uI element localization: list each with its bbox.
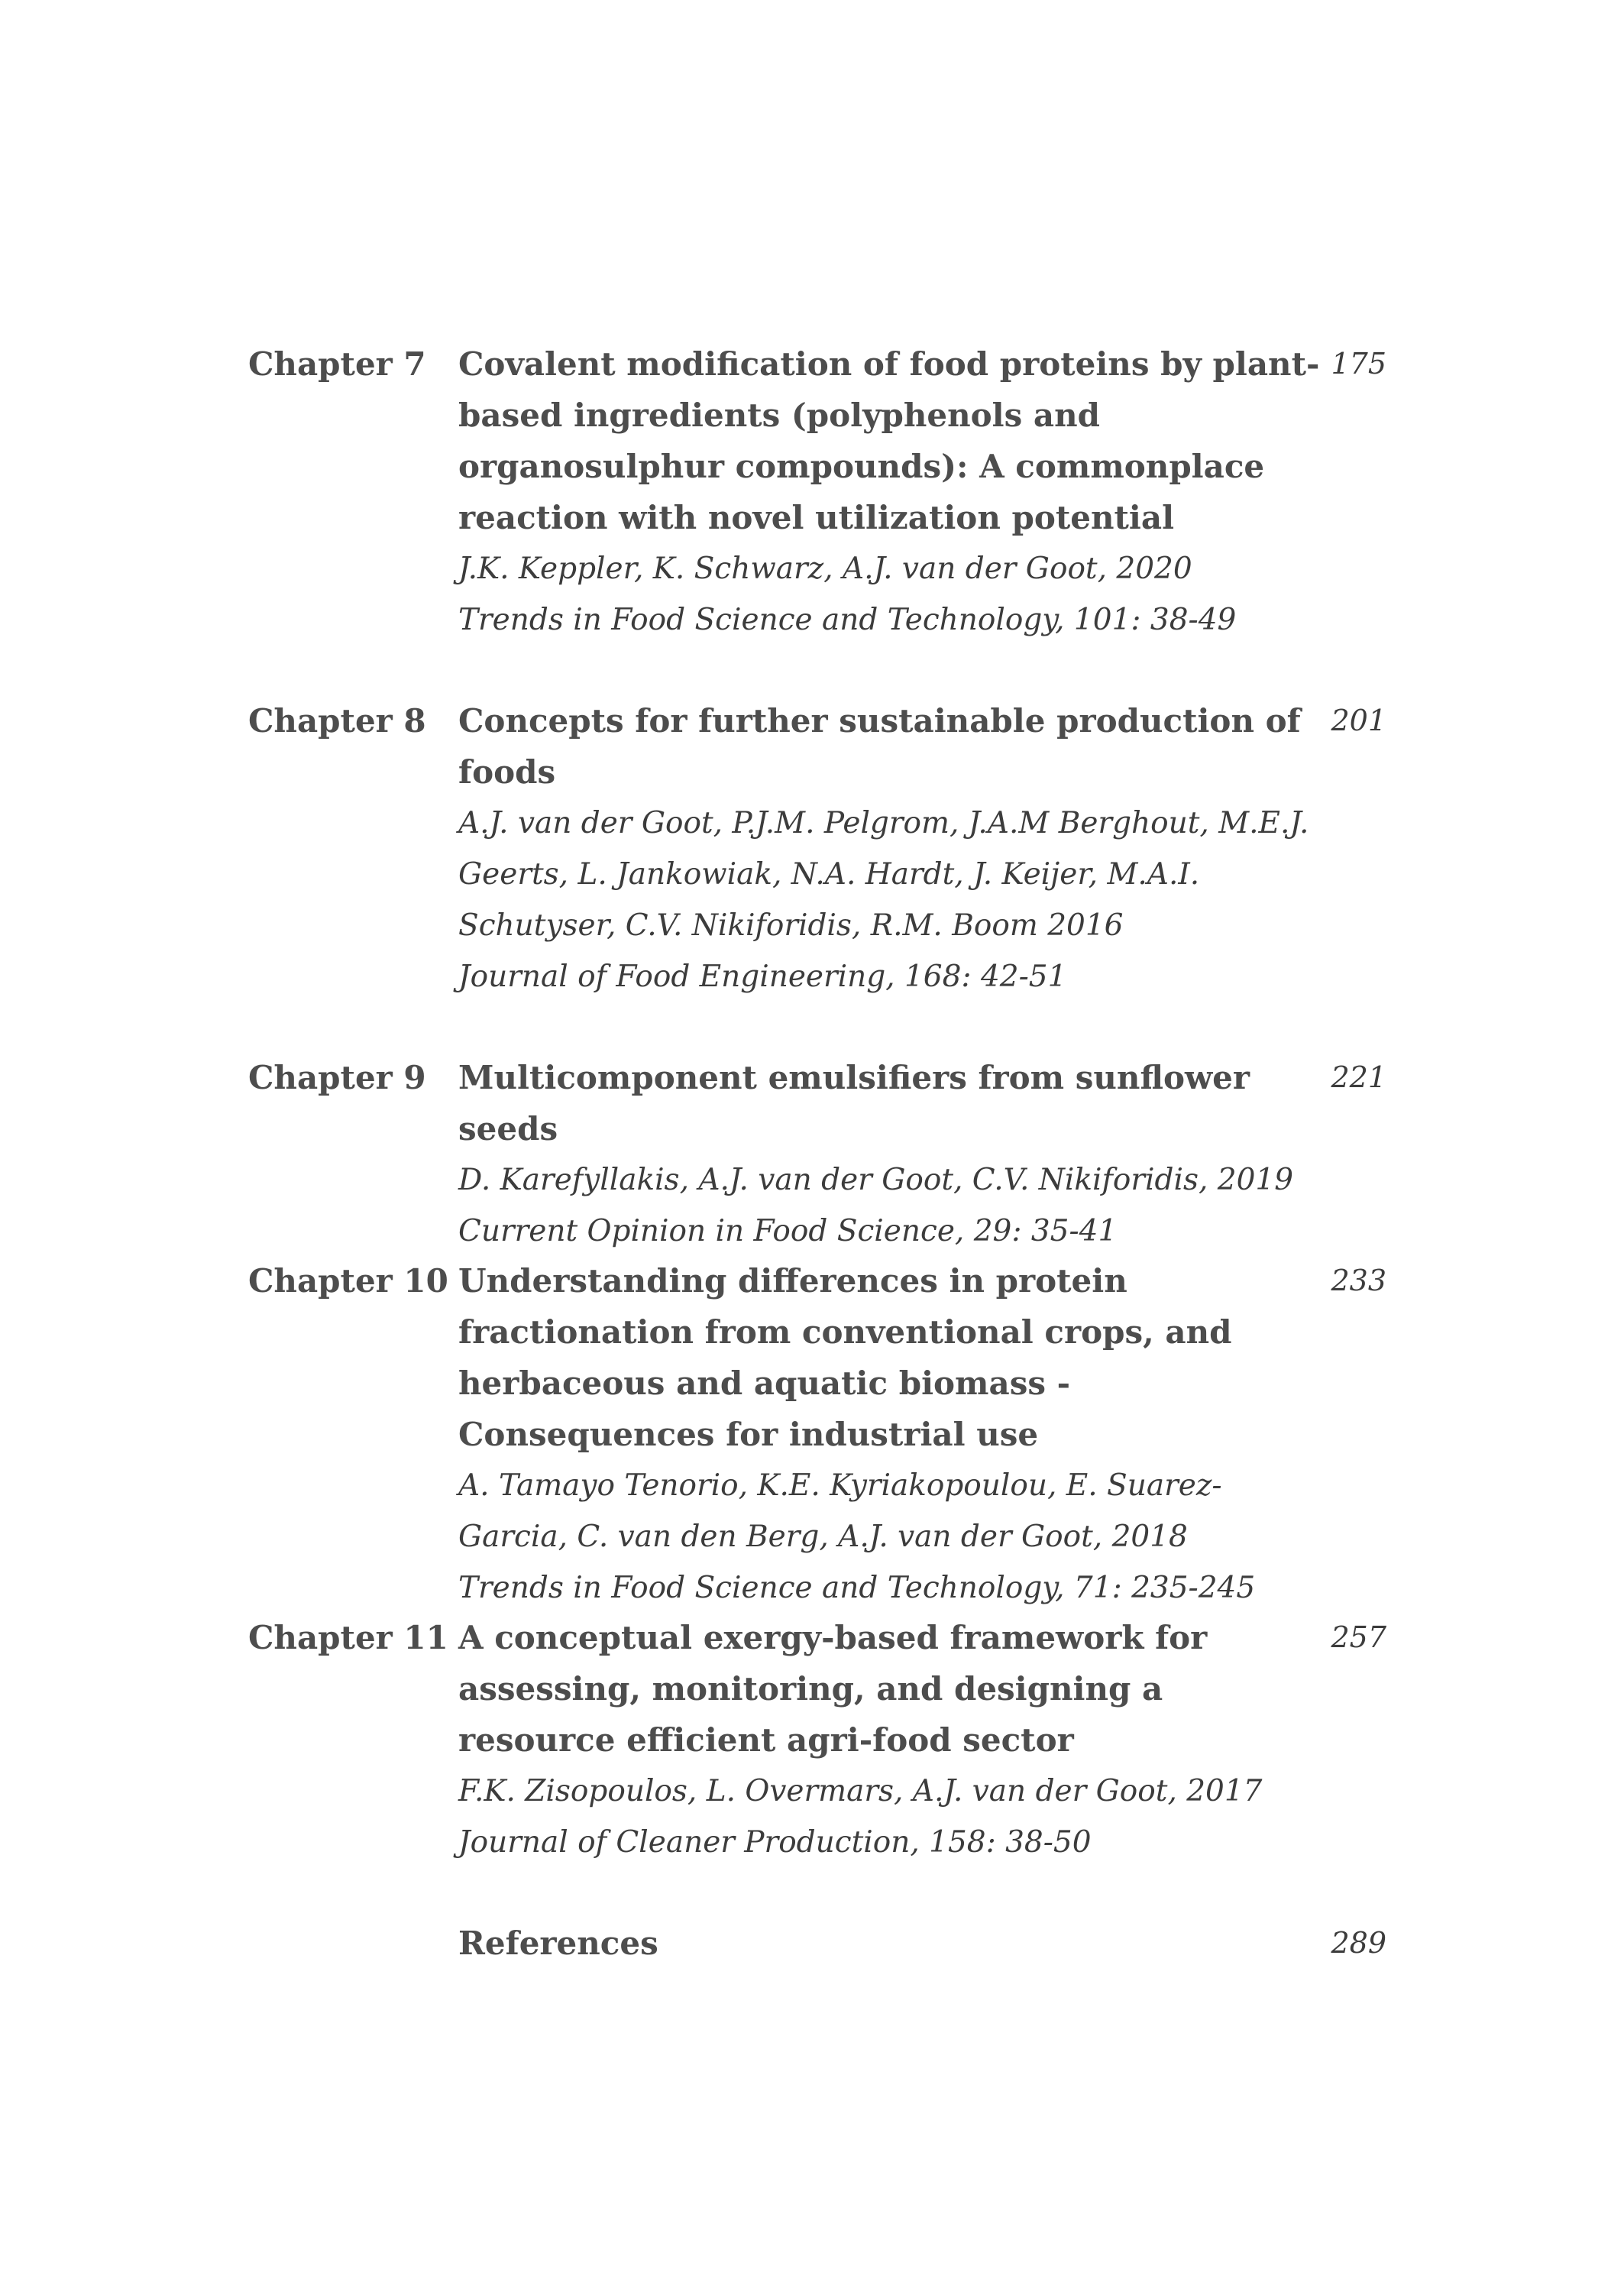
chapter-title[interactable]: Covalent modification of food proteins by plant-based ingredients (polyphenols and organosulphur compounds): A commonplace reaction with novel utilization potential bbox=[458, 345, 1320, 536]
chapter-authors: F.K. Zisopoulos, L. Overmars, A.J. van der Goot, 2017 bbox=[458, 1774, 1263, 1808]
chapter-journal: Journal of Cleaner Production, 158: 38-50 bbox=[458, 1825, 1092, 1860]
entry-body bbox=[458, 1918, 1322, 1969]
chapter-authors: A.J. van der Goot, P.J.M. Pelgrom, J.A.M Berghout, M.E.J. Geerts, L. Jankowiak, N.A. Hardt, J. Keijer, M.A.I. Schutyser, C.V. Nikiforidis, R.M. Boom 2016 bbox=[458, 806, 1309, 943]
chapter-title[interactable]: Concepts for further sustainable production of foods bbox=[458, 702, 1301, 791]
chapter-label: Chapter 11 bbox=[248, 1619, 448, 1656]
entry-body bbox=[458, 1612, 1322, 1868]
chapter-title[interactable]: A conceptual exergy-based framework for assessing, monitoring, and designing a resource efficient agri-food sector bbox=[458, 1619, 1208, 1759]
chapter-label: Chapter 9 bbox=[248, 1059, 426, 1096]
chapter-journal: Journal of Food Engineering, 168: 42-51 bbox=[458, 960, 1067, 994]
page-number[interactable]: 289 bbox=[1331, 1926, 1386, 1960]
page-number[interactable]: 233 bbox=[1331, 1264, 1386, 1297]
chapter-authors: D. Karefyllakis, A.J. van der Goot, C.V. Nikiforidis, 2019 bbox=[458, 1163, 1294, 1197]
entry-body bbox=[458, 1255, 1322, 1614]
chapter-title[interactable]: Understanding differences in protein fractionation from conventional crops, and herbaceous and aquatic biomass - Consequences for industrial use bbox=[458, 1262, 1232, 1453]
page-number[interactable]: 175 bbox=[1331, 347, 1386, 380]
chapter-journal: Trends in Food Science and Technology, 71: 235-245 bbox=[458, 1571, 1256, 1605]
entry-body bbox=[458, 338, 1322, 646]
chapter-label: Chapter 8 bbox=[248, 702, 426, 740]
chapter-authors: A. Tamayo Tenorio, K.E. Kyriakopoulou, E. Suarez-Garcia, C. van den Berg, A.J. van der Goot, 2018 bbox=[458, 1468, 1222, 1554]
page-number[interactable]: 201 bbox=[1331, 704, 1386, 737]
entry-body bbox=[458, 1052, 1322, 1257]
chapter-journal: Trends in Food Science and Technology, 101: 38-49 bbox=[458, 603, 1237, 637]
chapter-label: Chapter 10 bbox=[248, 1262, 448, 1300]
page-number[interactable]: 257 bbox=[1331, 1620, 1386, 1654]
chapter-journal: Current Opinion in Food Science, 29: 35-41 bbox=[458, 1214, 1118, 1248]
chapter-authors: J.K. Keppler, K. Schwarz, A.J. van der Goot, 2020 bbox=[458, 552, 1192, 586]
chapter-label: Chapter 7 bbox=[248, 345, 426, 383]
references-title[interactable]: References bbox=[458, 1925, 658, 1962]
entry-body bbox=[458, 695, 1322, 1002]
chapter-title[interactable]: Multicomponent emulsifiers from sunflower seeds bbox=[458, 1059, 1250, 1148]
page-number[interactable]: 221 bbox=[1331, 1060, 1386, 1094]
